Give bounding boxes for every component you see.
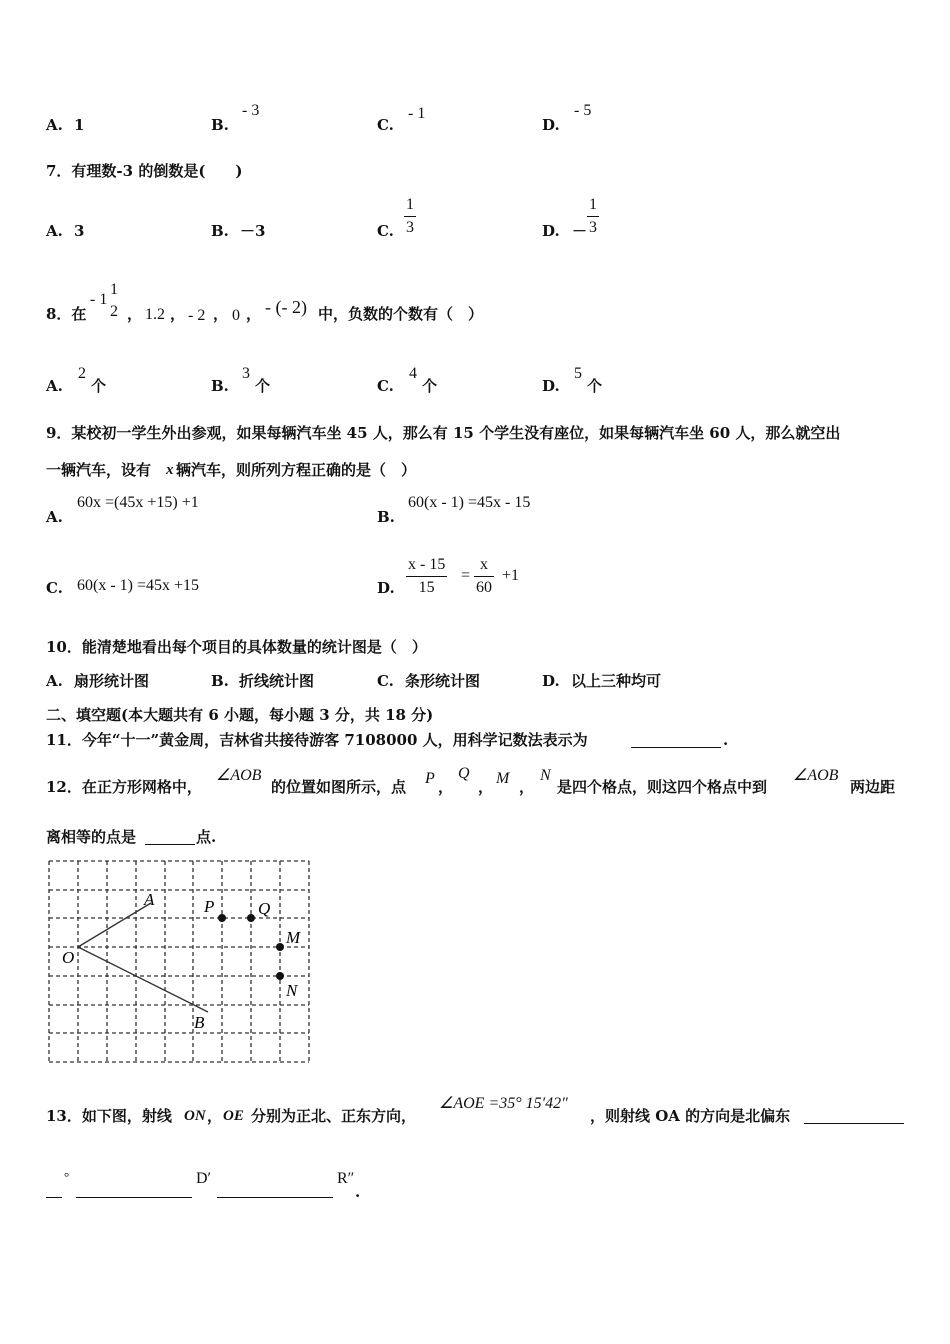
q7-option-c-numerator: 1 (406, 196, 414, 213)
q10-stem: 10．能清楚地看出每个项目的具体数量的统计图是（ ） (46, 638, 427, 656)
q7-option-d-fraction (587, 197, 599, 236)
q7-option-d-numerator: 1 (589, 196, 597, 213)
label-m: M (286, 928, 301, 947)
q8-option-a-letter: A. (46, 377, 63, 395)
q10-option-b-text: 折线统计图 (239, 672, 315, 690)
q6-option-c-value: - 1 (408, 105, 426, 122)
q13-part2: 分别为正北、正东方向， (251, 1107, 417, 1125)
q11-text: 11．今年“十一”黄金周，吉林省共接待游客 7108000 人，用科学记数法表示为 (46, 731, 588, 749)
q10-option-c-text: 条形统计图 (405, 672, 481, 690)
q8-sep4: ， (246, 305, 262, 323)
q12-part1: 12．在正方形网格中， (46, 778, 202, 796)
q12-part2: 的位置如图所示，点 (271, 778, 407, 796)
q9-option-d-denominator2: 60 (474, 576, 494, 596)
q6-option-c-letter: C. (377, 116, 394, 134)
q9-option-b-equation: 60(x - 1) =45x - 15 (408, 494, 531, 511)
q9-option-d-equals: = (461, 567, 471, 584)
q6-option-b-letter: B. (211, 116, 229, 134)
label-o: O (62, 948, 75, 967)
q7-option-d-sign: － (572, 222, 588, 240)
label-b: B (194, 1013, 205, 1032)
q12-angle1: ∠AOB (216, 767, 262, 784)
q8-option-c-number: 4 (409, 365, 417, 382)
label-n: N (286, 981, 298, 1000)
q8-option-a-unit: 个 (91, 377, 107, 395)
q7-option-a-letter: A. (46, 222, 63, 240)
q8-option-a-number: 2 (78, 365, 86, 382)
q9-option-d-fraction1 (406, 557, 447, 596)
q6-option-d-value: - 5 (574, 102, 592, 119)
q12-part4: 两边距 (850, 778, 896, 796)
q8-value-3: - 2 (188, 307, 206, 324)
q12-comma1: ， (438, 778, 454, 796)
q13-angle-equation: ∠AOE =35° 15′42″ (439, 1095, 568, 1112)
q8-sep2: ， (170, 305, 186, 323)
point-p-dot (218, 914, 226, 922)
q13-ray-oe: OE (223, 1108, 244, 1124)
q11-end: . (723, 731, 729, 749)
q9-option-a-letter: A. (46, 508, 63, 526)
q12-line2-end: 点. (196, 828, 217, 846)
q6-option-a-value: 1 (74, 116, 85, 134)
q12-point-q: Q (458, 765, 470, 782)
q9-stem-line2-b: 辆汽车，则所列方程正确的是（ ） (176, 461, 417, 479)
q9-option-b-letter: B. (377, 508, 395, 526)
q8-value-4: 0 (232, 307, 240, 324)
point-q-dot (247, 914, 255, 922)
q13-degree-symbol: ° (64, 1169, 70, 1184)
q13-end: . (355, 1183, 361, 1201)
q9-option-d-fraction2 (474, 557, 494, 596)
q7-option-a-value: 3 (74, 222, 85, 240)
q6-option-b-value: - 3 (242, 102, 260, 119)
grid-figure (40, 855, 320, 1070)
q8-option-d-letter: D. (542, 377, 560, 395)
q10-option-a-text: 扇形统计图 (74, 672, 150, 690)
section-heading-fill-blank: 二、填空题(本大题共有 6 小题，每小题 3 分，共 18 分) (46, 706, 434, 724)
q9-option-d-tail: +1 (502, 567, 520, 584)
q9-stem-line2-a: 一辆汽车，设有 (46, 461, 152, 479)
q8-value-5: - (- 2) (265, 297, 307, 317)
label-p: P (204, 897, 215, 916)
q8-option-c-letter: C. (377, 377, 394, 395)
q12-part3: 是四个格点，则这四个格点中到 (557, 778, 768, 796)
q10-option-c-letter: C. (377, 672, 394, 690)
q12-line2: 离相等的点是 (46, 828, 137, 846)
point-n-dot (276, 972, 284, 980)
label-a: A (144, 890, 155, 909)
q9-option-c-letter: C. (46, 579, 63, 597)
q8-value-2: 1.2 (145, 306, 165, 323)
q9-option-d-letter: D. (377, 579, 395, 597)
q8-option-c-unit: 个 (422, 377, 438, 395)
q13-degrees-blank-a[interactable] (804, 1122, 904, 1124)
q9-stem-line1: 9．某校初一学生外出参观，如果每辆汽车坐 45 人，那么有 15 个学生没有座位，如果每辆汽车坐 60 人，那么就空出 (46, 424, 841, 442)
q8-mixed-numerator: 1 (110, 281, 118, 298)
q7-option-b-letter: B. (211, 222, 229, 240)
q7-option-d-letter: D. (542, 222, 560, 240)
q9-option-d-numerator2: x (480, 556, 488, 573)
q7-option-c-denominator: 3 (404, 216, 416, 236)
q8-sep3: ， (213, 305, 229, 323)
q10-option-a-letter: A. (46, 672, 63, 690)
q13-minute-symbol: D′ (196, 1170, 212, 1187)
grid-lines (49, 861, 309, 1062)
ray-oa (78, 903, 151, 947)
q8-mixed-denominator: 2 (110, 303, 118, 320)
q13-part1: 13．如下图，射线 (46, 1107, 172, 1125)
q6-option-a-letter: A. (46, 116, 63, 134)
q10-option-b-letter: B. (211, 672, 229, 690)
q7-option-c-letter: C. (377, 222, 394, 240)
q12-angle2: ∠AOB (793, 767, 839, 784)
q8-option-d-unit: 个 (587, 377, 603, 395)
q8-option-d-number: 5 (574, 365, 582, 382)
q8-suffix: 中，负数的个数有（ ） (318, 305, 484, 323)
q8-prefix: 8．在 (46, 305, 87, 323)
q12-answer-blank[interactable] (145, 843, 195, 845)
q12-comma2: ， (478, 778, 494, 796)
q11-answer-blank[interactable] (631, 746, 721, 748)
q13-comma: ， (207, 1107, 223, 1125)
q9-option-d-numerator1: x - 15 (408, 556, 446, 573)
q10-option-d-letter: D. (542, 672, 560, 690)
q7-option-b-value: －3 (240, 222, 266, 240)
q10-option-d-text: 以上三种均可 (571, 672, 662, 690)
q7-option-c-fraction (404, 197, 416, 236)
q7-stem: 7．有理数-3 的倒数是( ) (46, 162, 243, 180)
q13-second-symbol: R″ (337, 1170, 355, 1187)
q9-option-a-equation: 60x =(45x +15) +1 (77, 494, 199, 511)
q8-mixed-fraction (108, 282, 120, 320)
label-q: Q (258, 899, 271, 918)
q12-comma3: ， (519, 778, 535, 796)
q12-point-n: N (540, 767, 551, 784)
q9-option-c-equation: 60(x - 1) =45x +15 (77, 577, 200, 594)
q8-option-b-unit: 个 (255, 377, 271, 395)
q13-part3: ，则射线 OA 的方向是北偏东 (590, 1107, 791, 1125)
q7-option-d-denominator: 3 (587, 216, 599, 236)
q8-option-b-letter: B. (211, 377, 229, 395)
q8-option-b-number: 3 (242, 365, 250, 382)
q12-point-m: M (496, 770, 510, 787)
q13-minutes-blank[interactable] (76, 1196, 192, 1198)
q9-option-d-denominator1: 15 (406, 576, 447, 596)
q8-mixed-whole: - 1 (90, 291, 108, 308)
q13-ray-on: ON (184, 1108, 206, 1124)
q8-sep1: ， (127, 305, 143, 323)
q9-variable-x: x (166, 462, 174, 478)
point-m-dot (276, 943, 284, 951)
ray-ob (78, 947, 208, 1012)
q6-option-d-letter: D. (542, 116, 560, 134)
q12-point-p: P (425, 770, 435, 787)
q13-degrees-blank-b[interactable] (46, 1196, 62, 1198)
q13-seconds-blank[interactable] (217, 1196, 333, 1198)
